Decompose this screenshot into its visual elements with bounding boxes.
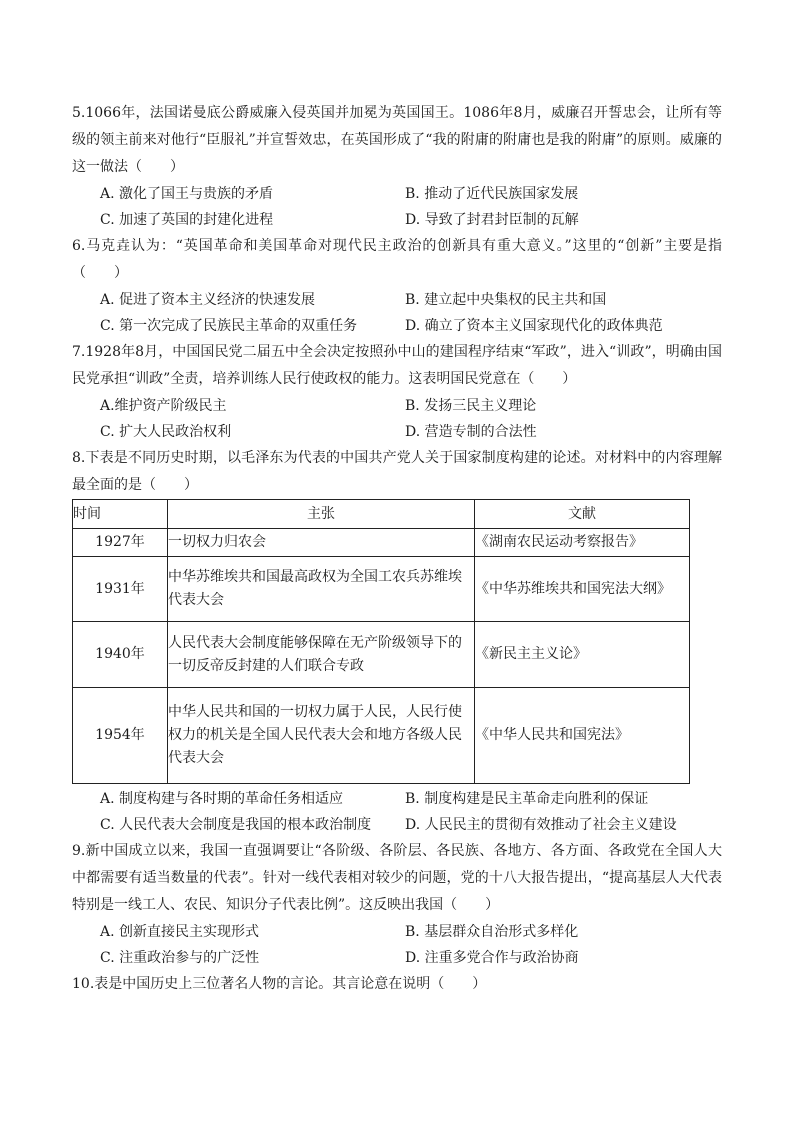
option-c[interactable]: C. 注重政治参与的广泛性: [100, 950, 260, 966]
cell-document: 《中华苏维埃共和国宪法大纲》: [475, 557, 690, 622]
policy-table: [72, 499, 690, 784]
column-header-time: 时间: [73, 500, 168, 529]
cell-time: 1954年: [73, 688, 168, 784]
cell-time: 1927年: [73, 529, 168, 557]
cell-claim: 一切权力归农会: [168, 529, 475, 557]
question-8-stem: 8.下表是不同历史时期，以毛泽东为代表的中国共产党人关于国家制度构建的论述。对材料中的内容理解最全面的是（ ）: [72, 450, 722, 493]
cell-document: 《新民主主义论》: [475, 622, 690, 688]
option-b[interactable]: B. 推动了近代民族国家发展: [405, 186, 579, 202]
option-b[interactable]: B. 制度构建是民主革命走向胜利的保证: [405, 791, 649, 807]
question-5-stem: 5.1066年，法国诺曼底公爵威廉入侵英国并加冕为英国国王。1086年8月，威廉召开誓忠会，让所有等级的领主前来对他行“臣服礼”并宣誓效忠，在英国形成了“我的附庸的附庸也是我的附庸”的原则。威廉的这一做法（ ）: [72, 105, 722, 175]
question-6-options: [72, 287, 722, 339]
question-7-stem: 7.1928年8月，中国国民党二届五中全会决定按照孙中山的建国程序结束“军政”，进入“训政”，明确由国民党承担“训政”全责，培养训练人民行使政权的能力。这表明国民党意在（ ）: [72, 344, 722, 387]
question-5: [72, 100, 722, 233]
option-c[interactable]: C. 加速了英国的封建化进程: [100, 212, 274, 228]
option-b[interactable]: B. 建立起中央集权的民主共和国: [405, 292, 607, 308]
question-8-options: [72, 786, 722, 838]
option-a[interactable]: A. 激化了国王与贵族的矛盾: [100, 186, 274, 202]
option-d[interactable]: D. 导致了封君封臣制的瓦解: [405, 212, 579, 228]
question-8: [72, 445, 722, 838]
column-header-document: 文献: [475, 500, 690, 529]
option-a[interactable]: A. 促进了资本主义经济的快速发展: [100, 292, 316, 308]
cell-document: 《中华人民共和国宪法》: [475, 688, 690, 784]
question-9: [72, 838, 722, 971]
question-6: [72, 233, 722, 339]
question-9-options: [72, 919, 722, 971]
question-5-options: [72, 181, 722, 233]
cell-time: 1940年: [73, 622, 168, 688]
question-7: [72, 339, 722, 445]
table-row: [73, 688, 690, 784]
option-d[interactable]: D. 注重多党合作与政治协商: [405, 950, 579, 966]
table-header-row: [73, 500, 690, 529]
question-10: [72, 971, 722, 998]
table-row: [73, 529, 690, 557]
option-b[interactable]: B. 发扬三民主义理论: [405, 398, 537, 414]
question-7-options: [72, 393, 722, 445]
option-b[interactable]: B. 基层群众自治形式多样化: [405, 924, 579, 940]
option-d[interactable]: D. 营造专制的合法性: [405, 424, 537, 440]
cell-time: 1931年: [73, 557, 168, 622]
option-d[interactable]: D. 人民民主的贯彻有效推动了社会主义建设: [405, 817, 677, 833]
option-c[interactable]: C. 第一次完成了民族民主革命的双重任务: [100, 318, 358, 334]
option-c[interactable]: C. 人民代表大会制度是我国的根本政治制度: [100, 817, 372, 833]
question-9-stem: 9.新中国成立以来，我国一直强调要让“各阶级、各阶层、各民族、各地方、各方面、各政党在全国人大中都需要有适当数量的代表”。针对一线代表相对较少的问题，党的十八大报告提出，“提高基层人大代表特别是一线工人、农民、知识分子代表比例”。这反映出我国（ ）: [72, 843, 722, 913]
cell-claim: 中华苏维埃共和国最高政权为全国工农兵苏维埃代表大会: [168, 557, 475, 622]
table-row: [73, 622, 690, 688]
cell-document: 《湖南农民运动考察报告》: [475, 529, 690, 557]
question-10-stem: 10.表是中国历史上三位著名人物的言论。其言论意在说明（ ）: [72, 976, 487, 992]
question-6-stem: 6.马克垚认为：“英国革命和美国革命对现代民主政治的创新具有重大意义。”这里的“创新”主要是指（ ）: [72, 238, 722, 281]
option-a[interactable]: A. 创新直接民主实现形式: [100, 924, 260, 940]
question-list: [72, 100, 722, 998]
option-d[interactable]: D. 确立了资本主义国家现代化的政体典范: [405, 318, 663, 334]
cell-claim: 中华人民共和国的一切权力属于人民，人民行使权力的机关是全国人民代表大会和地方各级人民代表大会: [168, 688, 475, 784]
cell-claim: 人民代表大会制度能够保障在无产阶级领导下的一切反帝反封建的人们联合专政: [168, 622, 475, 688]
column-header-claim: 主张: [168, 500, 475, 529]
option-c[interactable]: C. 扩大人民政治权利: [100, 424, 232, 440]
option-a[interactable]: A.维护资产阶级民主: [100, 398, 227, 414]
table-row: [73, 557, 690, 622]
option-a[interactable]: A. 制度构建与各时期的革命任务相适应: [100, 791, 344, 807]
